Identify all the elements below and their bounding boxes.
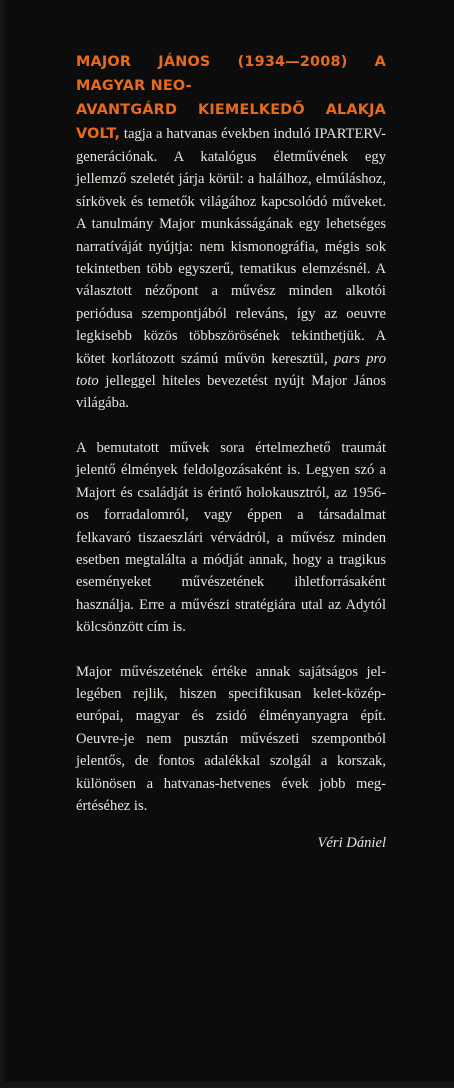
blurb-text-block [76, 50, 386, 852]
intro-italic-phrase: pars pro toto [76, 350, 386, 390]
lead-heading-line1: MAJOR JÁNOS (1934—2008) A MAGYAR NEO- [76, 54, 386, 94]
intro-text-part2: jelleggel hiteles bevezetést nyújt Major János világába. [76, 373, 386, 412]
lead-heading-line2: AVANTGÁRD KIEMELKEDŐ ALAKJA VOLT, [76, 102, 386, 142]
paragraph-intro [76, 50, 386, 415]
paragraph-value: Major művészetének értéke annak sajátságos jellegében rejlik, hiszen specifikusan kelet-középeurópai, magyar és zsidó élményanyagra épít. Oeuvre-je nem pusztán művészeti szempontból jelentős, de fontos adalékkal szolgál a korszak, különösen a hatvanas-hetvenes évek jobb megértéséhez is. [76, 663, 386, 814]
author-signature: Véri Dániel [317, 835, 386, 852]
cover-bottom-edge [0, 1082, 454, 1088]
intro-text-part1: tagja a hatvanas években induló IPARTERV-generációnak. A katalógus életművének egy jellemző szeletét járja körül: a halálhoz, elmúláshoz, sírkövek és temetők világához kapcsolódó műveket. A tanulmány Major munkásságának egy lehetséges narratíváját nyújtja: nem kismonográfia, mégis sok tekintetben több egyszerű, tematikus elemzésnél. A választott nézőpont a művész minden alkotói periódusa szempontjából releváns, így az oeuvre legkisebb közös többszörösének tekinthetjük. A kötet korlátozott számú művön keresztül, [76, 126, 386, 367]
paragraph-trauma: A bemutatott művek sora értelmezhető traumát jelentő élmények feldolgozásaként is. Legyen szó a Majort és családját is érintő holokausztról, az 1956-os forradalomról, vagy éppen a társadalmat felkavaró tiszaeszlári vérvádról, a művész minden esetben megtalálta a módját annak, hogy a tragikus eseményeket művészetének ihletforrásaként használja. Erre a művészi stratégiára utal az Adytól kölcsönzött cím is. [76, 439, 386, 636]
cover-spine-edge [0, 0, 6, 1088]
